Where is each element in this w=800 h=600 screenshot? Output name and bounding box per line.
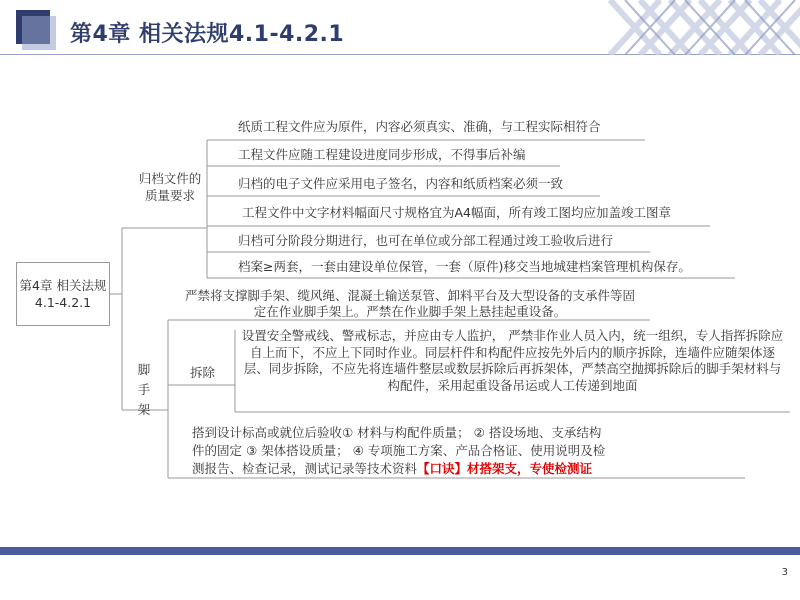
acceptance-body: 搭到设计标高或就位后验收① 材料与构配件质量； ② 搭设场地、支承结构件的固定 ③ 架体搭设质量； ④ 专项施工方案、产品合格证、使用说明及检测报告、检查记录，测试记录等技术资料 <box>192 425 606 476</box>
archive-item-3: 归档的电子文件应采用电子签名，内容和纸质档案必须一致 <box>238 176 564 191</box>
dismantle-label: 拆除 <box>190 365 216 380</box>
scaffold-item-fixing: 严禁将支撑脚手架、缆风绳、混凝土输送泵管、卸料平台及大型设备的支承件等固定在作业脚手架上。严禁在作业脚手架上悬挂起重设备。 <box>184 288 635 319</box>
acceptance-mnemonic: 【口诀】材搭架支，专使检测证 <box>417 461 593 476</box>
page-title: 第4章 相关法规4.1-4.2.1 <box>70 22 345 47</box>
archive-item-5: 归档可分阶段分期进行，也可在单位或分部工程通过竣工验收后进行 <box>238 233 614 248</box>
mindmap-root: 第4章 相关法规4.1-4.2.1 <box>16 262 110 326</box>
acceptance-text <box>192 424 612 478</box>
page-number: 3 <box>781 567 788 578</box>
archive-item-6: 档案≥两套，一套由建设单位保管，一套（原件)移交当地城建档案管理机构保存。 <box>238 259 691 274</box>
scaffold-label: 脚手架 <box>137 362 151 417</box>
archive-quality-label: 归档文件的质量要求 <box>138 171 202 203</box>
dismantle-text: 设置安全警戒线、警戒标志，并应由专人监护， 严禁非作业人员入内，统一组织，专人指挥拆除应自上而下，不应上下同时作业。同层杆件和构配件应按先外后内的顺序拆除，连墙件应随架体逐层、同步拆除，不应先将连墙件整层或数层拆除后再拆架体，严禁高空抛掷拆除后的脚手架材料与构配件，采用起重设备吊运或人工传递到地面 <box>241 328 784 393</box>
archive-item-2: 工程文件应随工程建设进度同步形成，不得事后补编 <box>238 147 526 162</box>
archive-item-1: 纸质工程文件应为原件，内容必须真实、准确，与工程实际相符合 <box>238 119 601 134</box>
archive-item-4: 工程文件中文字材料幅面尺寸规格宜为A4幅面，所有竣工图均应加盖竣工图章 <box>242 205 672 220</box>
footer-band <box>0 547 800 555</box>
